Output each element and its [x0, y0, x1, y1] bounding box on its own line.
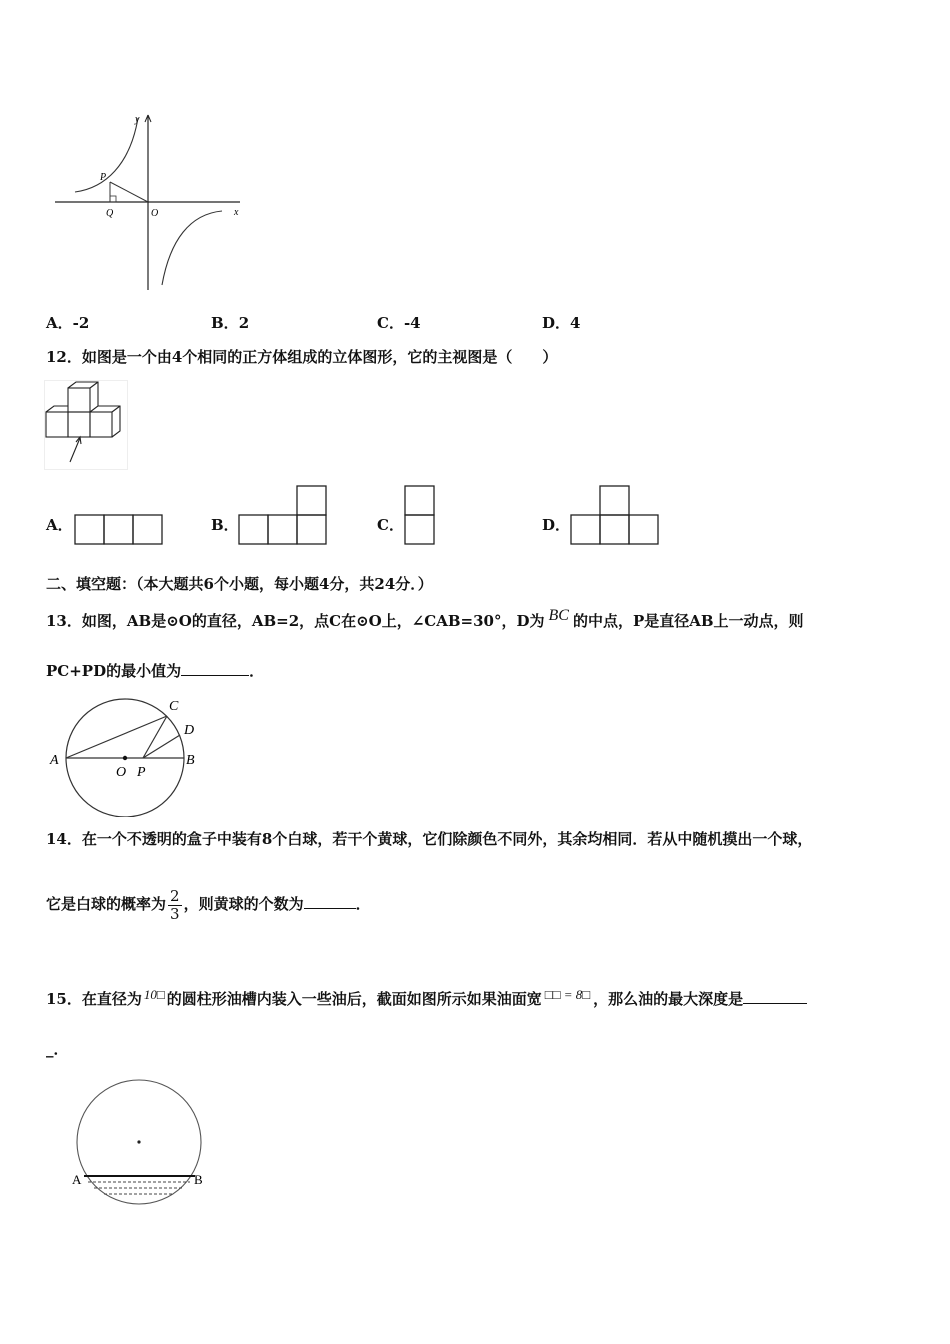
- label-a: A: [72, 1172, 82, 1187]
- q14-answer-blank[interactable]: [304, 908, 356, 909]
- label-b: B: [186, 753, 195, 768]
- label-q: Q: [106, 208, 114, 219]
- hyperbola-branch-left: [75, 118, 138, 192]
- hyperbola-branch-right: [162, 211, 222, 285]
- q15-answer-blank[interactable]: [743, 1003, 807, 1004]
- q11-option-c[interactable]: C．-4: [377, 314, 421, 332]
- arc-bc-label: BC: [548, 607, 569, 624]
- oil-width-expression: □□ = 8□: [544, 987, 591, 1002]
- q15-line1: 15．在直径为 10□ 的圆柱形油槽内装入一些油后，截面如图所示如果油面宽 □□ = 8□ ，那么油的最大深度是: [46, 988, 807, 1009]
- q12-option-a-figure[interactable]: [74, 514, 164, 545]
- label-p: P: [100, 172, 107, 183]
- label-x: x: [234, 207, 239, 218]
- q15-line2: _．: [46, 1040, 69, 1058]
- label-y: y: [135, 114, 140, 125]
- label-c: C: [169, 699, 179, 714]
- q14-line1: 14．在一个不透明的盒子中装有8个白球，若干个黄球，它们除颜色不同外，其余均相同．若从中随机摸出一个球，: [46, 830, 813, 848]
- diameter-value: 10□: [143, 987, 165, 1002]
- q12-option-b[interactable]: B．: [211, 516, 239, 534]
- q13-line2: PC+PD的最小值为 ．: [46, 662, 265, 680]
- label-b: B: [194, 1172, 203, 1187]
- q13-line1: 13．如图，AB是⊙O的直径，AB=2，点C在⊙O上，∠CAB=30°，D为 BC 的中点，P是直径AB上一动点，则: [46, 607, 804, 630]
- q12-question: 12．如图是一个由4个相同的正方体组成的立体图形，它的主视图是（ ）: [46, 348, 558, 366]
- q12-cube-figure: [44, 380, 128, 470]
- probability-fraction: $\frac{2}{3}$: [170, 887, 180, 923]
- q12-option-c-figure[interactable]: [404, 485, 436, 545]
- q13-answer-blank[interactable]: [181, 675, 249, 676]
- q11-option-a[interactable]: A．-2: [46, 314, 90, 332]
- q15-oil-tank-figure: [68, 1078, 218, 1210]
- label-p: P: [137, 765, 146, 780]
- q12-option-a[interactable]: A．: [46, 516, 73, 534]
- label-o: O: [116, 765, 127, 780]
- q12-option-d[interactable]: D．: [542, 516, 571, 534]
- q12-option-b-figure[interactable]: [238, 485, 330, 545]
- q13-circle-figure: [46, 692, 206, 817]
- q11-option-d[interactable]: D．4: [542, 314, 581, 332]
- q12-option-d-figure[interactable]: [570, 485, 662, 545]
- q14-line2: 它是白球的概率为 $\frac{2}{3}$ ，则黄球的个数为 ．: [46, 887, 371, 923]
- q11-hyperbola-graph: [50, 110, 250, 295]
- label-o: O: [151, 208, 159, 219]
- label-a: A: [50, 753, 59, 768]
- q11-option-b[interactable]: B．2: [211, 314, 250, 332]
- label-d: D: [184, 723, 195, 738]
- section-heading-fill-in: 二、填空题：（本大题共6个小题，每小题4分，共24分．）: [46, 575, 433, 593]
- q12-option-c[interactable]: C．: [377, 516, 404, 534]
